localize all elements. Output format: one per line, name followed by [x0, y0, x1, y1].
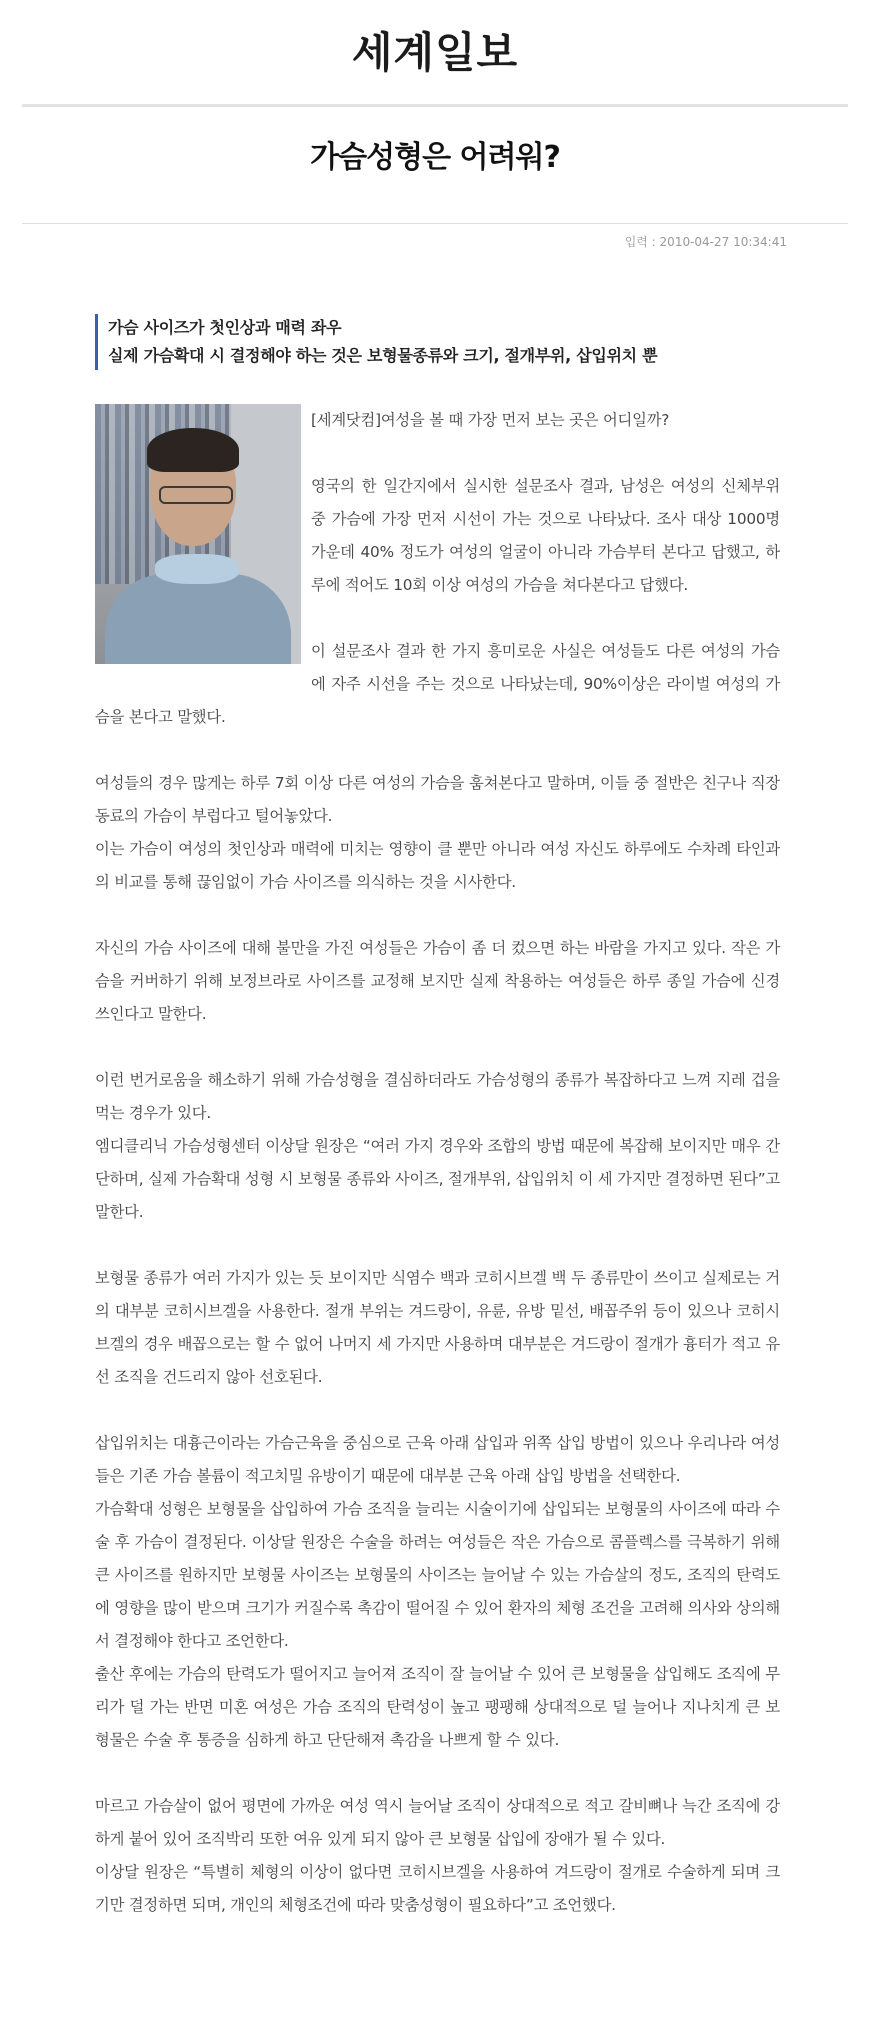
- article-paragraph: 자신의 가슴 사이즈에 대해 불만을 가진 여성들은 가슴이 좀 더 컸으면 하는 바람을 가지고 있다. 작은 가슴을 커버하기 위해 보정브라로 사이즈를 교정해 보지만 실제 착용하는 여성들은 하루 종일 가슴에 신경 쓰인다고 말한다.: [95, 939, 780, 1023]
- article-subhead: [95, 314, 780, 370]
- article-paragraph: 이상달 원장은 “특별히 체형의 이상이 없다면 코히시브겔을 사용하여 겨드랑이 절개로 수술하게 되며 크기만 결정하면 되며, 개인의 체형조건에 따라 맞춤성형이 필요하다”고 조언했다.: [95, 1863, 780, 1914]
- article-text: [95, 404, 780, 1922]
- article-paragraph: 이는 가슴이 여성의 첫인상과 매력에 미치는 영향이 클 뿐만 아니라 여성 자신도 하루에도 수차례 타인과의 비교를 통해 끊임없이 가슴 사이즈를 의식하는 것을 시사한다.: [95, 840, 780, 891]
- article-paragraph: 가슴확대 성형은 보형물을 삽입하여 가슴 조직을 늘리는 시술이기에 삽입되는 보형물의 사이즈에 따라 수술 후 가슴이 결정된다. 이상달 원장은 수술을 하려는 여성들은 작은 가슴으로 콤플렉스를 극복하기 위해 큰 사이즈를 원하지만 보형물 사이즈는 보형물의 사이즈는 늘어날 수 있는 가슴살의 정도, 조직의 탄력도에 영향을 많이 받으며 크기가 커질수록 촉감이 떨어질 수 있어 환자의 체형 조건을 고려해 의사와 상의해서 결정해야 한다고 조언한다.: [95, 1500, 780, 1650]
- article-paragraph: 출산 후에는 가슴의 탄력도가 떨어지고 늘어져 조직이 잘 늘어날 수 있어 큰 보형물을 삽입해도 조직에 무리가 덜 가는 반면 미혼 여성은 가슴 조직의 탄력성이 높고 팽팽해 상대적으로 덜 늘어나 지나치게 큰 보형물은 수술 후 통증을 심하게 하고 단단해져 촉감을 나쁘게 할 수 있다.: [95, 1665, 780, 1749]
- masthead: [22, 0, 848, 107]
- paragraph-gap: [95, 1394, 780, 1427]
- article-paragraph: 삽입위치는 대흉근이라는 가슴근육을 중심으로 근육 아래 삽입과 위쪽 삽입 방법이 있으나 우리나라 여성들은 기존 가슴 볼륨이 적고치밀 유방이기 때문에 대부분 근육 아래 삽입 방법을 선택한다.: [95, 1434, 780, 1485]
- paragraph-gap: [95, 734, 780, 767]
- article-paragraph: [세계닷컴]여성을 볼 때 가장 먼저 보는 곳은 어디일까?: [311, 411, 670, 429]
- paragraph-gap: [95, 1031, 780, 1064]
- article-paragraph: 영국의 한 일간지에서 실시한 설문조사 결과, 남성은 여성의 신체부위 중 가슴에 가장 먼저 시선이 가는 것으로 나타났다. 조사 대상 1000명 가운데 40% 정도가 여성의 얼굴이 아니라 가슴부터 본다고 답했고, 하루에 적어도 10회 이상 여성의 가슴을 쳐다본다고 답했다.: [311, 477, 780, 594]
- article-body: [95, 314, 780, 1922]
- paragraph-gap: [95, 899, 780, 932]
- subhead-line: 가슴 사이즈가 첫인상과 매력 좌우: [108, 318, 342, 337]
- headline-area: [22, 107, 848, 224]
- paragraph-gap: [95, 1757, 780, 1790]
- doctor-portrait-photo: [95, 404, 301, 664]
- article-dateline: 입력 : 2010-04-27 10:34:41: [624, 235, 787, 249]
- article-paragraph: 이런 번거로움을 해소하기 위해 가슴성형을 결심하더라도 가슴성형의 종류가 복잡하다고 느껴 지레 겁을 먹는 경우가 있다.: [95, 1071, 780, 1122]
- article-paragraph: 이 설문조사 결과 한 가지 흥미로운 사실은 여성들도 다른 여성의 가슴에 자주 시선을 주는 것으로 나타났는데, 90%이상은 라이벌 여성의 가슴을 본다고 말했다.: [95, 642, 780, 726]
- subhead-line: 실제 가슴확대 시 결정해야 하는 것은 보형물종류와 크기, 절개부위, 삽입위치 뿐: [108, 346, 658, 365]
- paragraph-gap: [95, 1229, 780, 1262]
- site-logo[interactable]: 세계일보: [351, 28, 519, 77]
- article-paragraph: 여성들의 경우 많게는 하루 7회 이상 다른 여성의 가슴을 훔쳐본다고 말하며, 이들 중 절반은 친구나 직장 동료의 가슴이 부럽다고 털어놓았다.: [95, 774, 780, 825]
- article-paragraph: 마르고 가슴살이 없어 평면에 가까운 여성 역시 늘어날 조직이 상대적으로 적고 갈비뼈나 늑간 조직에 강하게 붙어 있어 조직박리 또한 여유 있게 되지 않아 큰 보형물 삽입에 장애가 될 수 있다.: [95, 1797, 780, 1848]
- article-paragraph: 보형물 종류가 여러 가지가 있는 듯 보이지만 식염수 백과 코히시브겔 백 두 종류만이 쓰이고 실제로는 거의 대부분 코히시브겔을 사용한다. 절개 부위는 겨드랑이, 유륜, 유방 밑선, 배꼽주위 등이 있으나 코히시브겔의 경우 배꼽으로는 할 수 없어 나머지 세 가지만 사용하며 대부분은 겨드랑이 절개가 흉터가 적고 유선 조직을 건드리지 않아 선호된다.: [95, 1269, 780, 1386]
- article-paragraph: 엠디클리닉 가슴성형센터 이상달 원장은 “여러 가지 경우와 조합의 방법 때문에 복잡해 보이지만 매우 간단하며, 실제 가슴확대 성형 시 보형물 종류와 사이즈, 절개부위, 삽입위치 이 세 가지만 결정하면 된다”고 말한다.: [95, 1137, 780, 1221]
- article-headline: 가슴성형은 어려워?: [310, 139, 560, 175]
